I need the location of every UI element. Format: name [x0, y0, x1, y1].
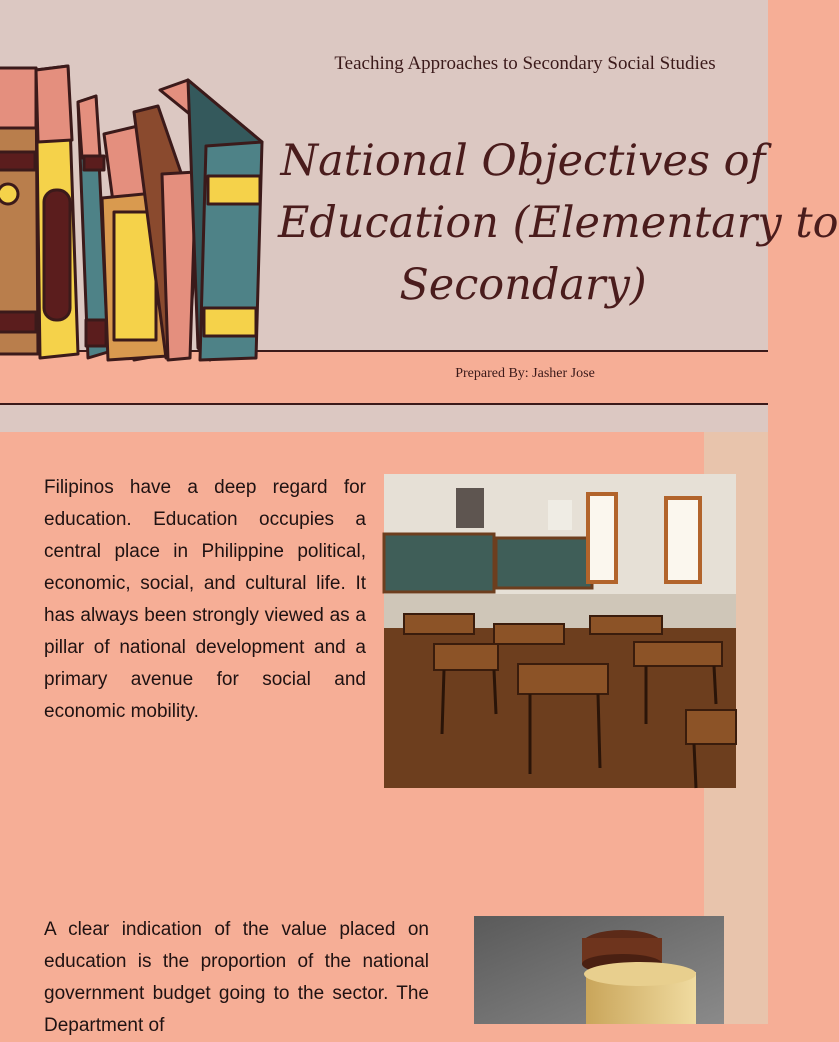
course-title: Teaching Approaches to Secondary Social Studies: [334, 53, 716, 74]
page-title-line: Secondary): [399, 260, 647, 310]
gavel-photo: [474, 916, 724, 1024]
books-illustration: [0, 62, 268, 362]
page-title: [278, 130, 839, 316]
intro-paragraph: Filipinos have a deep regard for education. Education occupies a central place in Philippine political, economic, social, and cultural life. It has always been strongly viewed as a pillar of national development and a primary avenue for social and economic mobility.: [44, 477, 366, 722]
divider-strip: [0, 405, 768, 432]
page-title-line: National Objectives of: [280, 136, 766, 186]
prepared-by-text: Prepared By: Jasher Jose: [455, 366, 595, 381]
budget-paragraph: A clear indication of the value placed on education is the proportion of the national government budget going to the sector. The Department of: [44, 919, 429, 1036]
classroom-photo: [384, 474, 736, 788]
page-title-line: Education (Elementary to: [278, 198, 839, 248]
